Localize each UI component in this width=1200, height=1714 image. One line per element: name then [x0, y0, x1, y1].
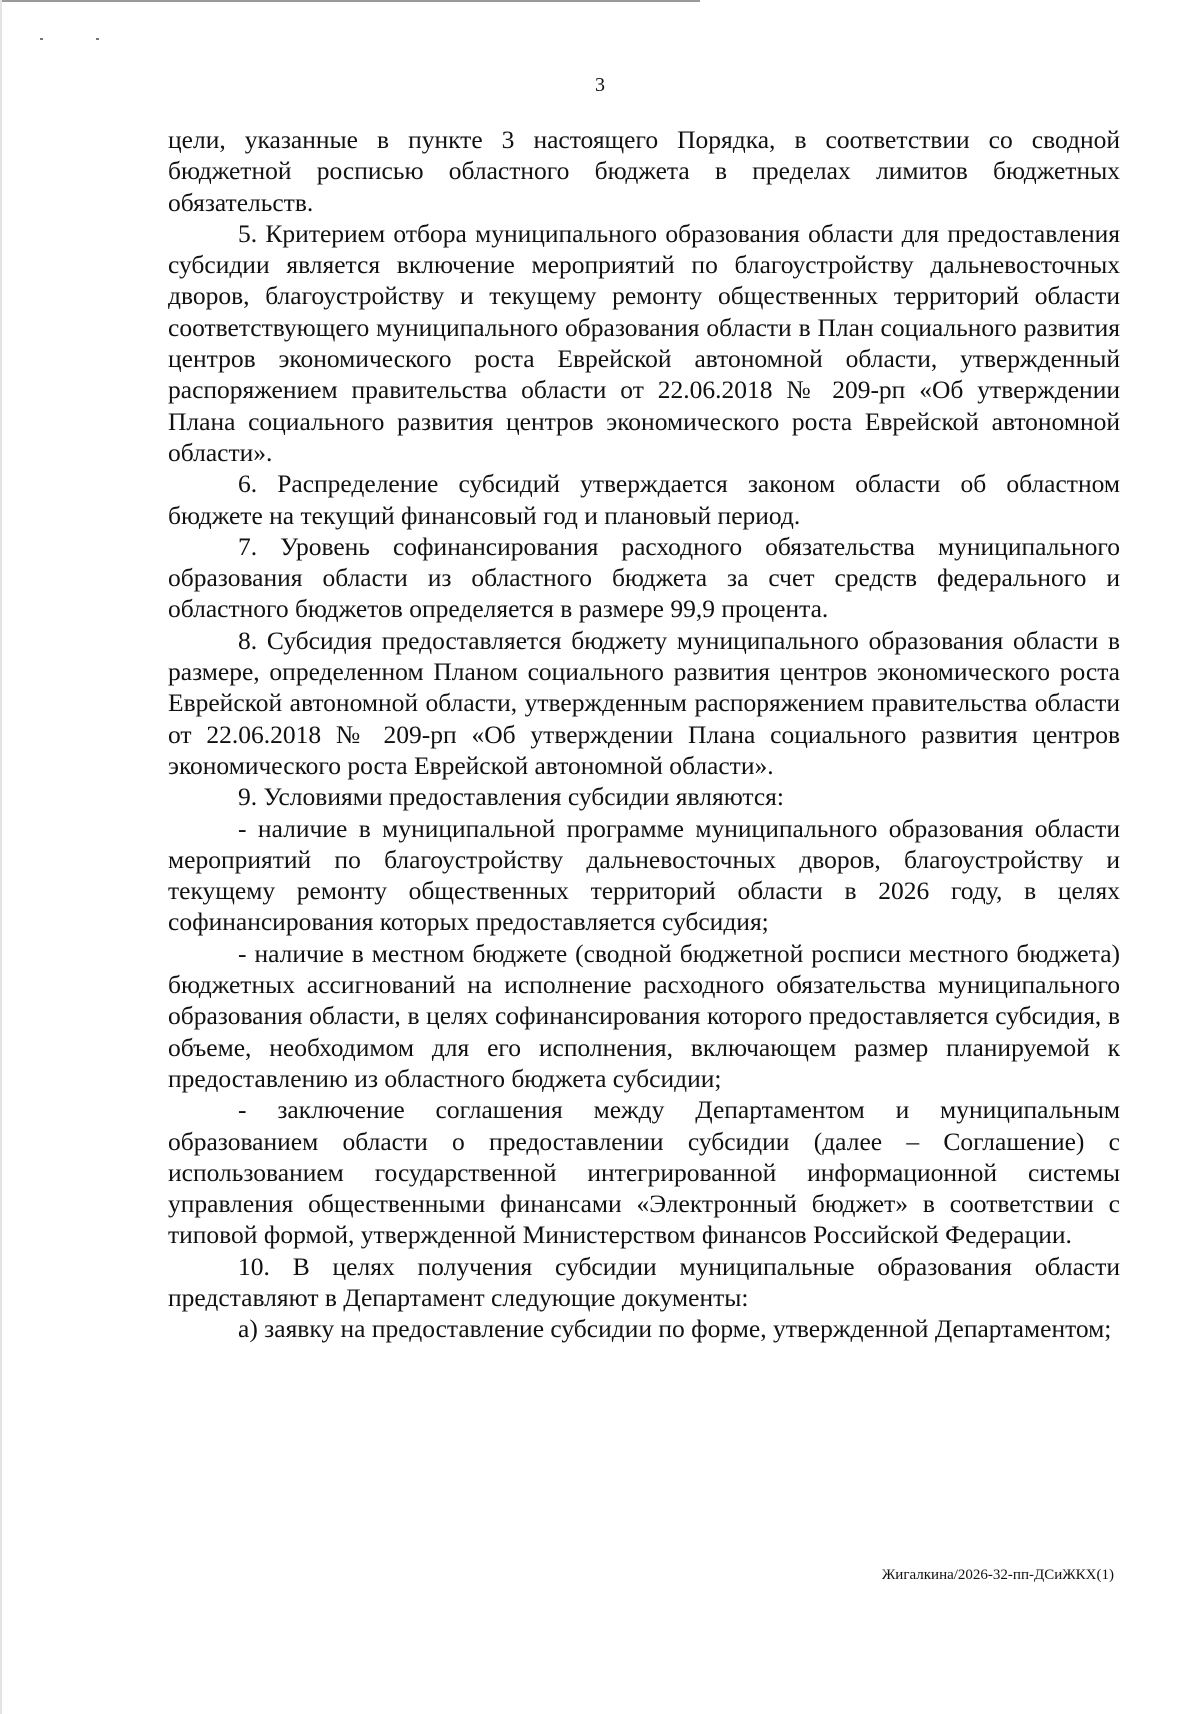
scan-edge	[0, 0, 2, 1714]
document-body	[168, 124, 1120, 1345]
paragraph: 7. Уровень софинансирования расходного обязательства муниципального образования области из областного бюджета за счет средств федерального и областного бюджетов определяется в размере 99,9 процента.	[168, 531, 1120, 624]
paragraph: цели, указанные в пункте 3 настоящего Порядка, в соответствии со сводной бюджетной росписью областного бюджета в пределах лимитов бюджетных обязательств.	[168, 125, 1120, 217]
document-reference: Жигалкина/2026-32-пп-ДСиЖКХ(1)	[881, 1567, 1114, 1583]
list-item: а) заявку на предоставление субсидии по форме, утвержденной Департаментом;	[238, 1314, 1112, 1344]
list-item: - наличие в местном бюджете (сводной бюджетной росписи местного бюджета) бюджетных ассигнований на исполнение расходного обязательства муниципального образования области, в целях софинансирования которого предоставляется субсидия, в объеме, необходимом для его исполнения, включающем размер планируемой к предоставлению из областного бюджета субсидии;	[168, 938, 1120, 1093]
scan-edge	[0, 0, 700, 2]
page-number: 3	[595, 74, 605, 96]
paragraph: 9. Условиями предоставления субсидии являются:	[238, 782, 784, 812]
scan-speck	[40, 38, 43, 40]
paragraph: 6. Распределение субсидий утверждается законом области об областном бюджете на текущий финансовый год и плановый период.	[168, 469, 1120, 530]
paragraph: 8. Субсидия предоставляется бюджету муниципального образования области в размере, определенном Планом социального развития центров экономического роста Еврейской автономной области, утвержденным распоряжением правительства области от 22.06.2018 № 209-рп «Об утверждении Плана социального развития центров экономического роста Еврейской автономной области».	[168, 625, 1120, 780]
scan-speck	[96, 38, 99, 40]
list-item: - наличие в муниципальной программе муниципального образования области мероприятий по благоустройству дальневосточных дворов, благоустройству и текущему ремонту общественных территорий области в 2026 году, в целях софинансирования которых предоставляется субсидия;	[168, 813, 1120, 937]
list-item: - заключение соглашения между Департаментом и муниципальным образованием области о предоставлении субсидии (далее – Соглашение) с использованием государственной интегрированной информационной системы управления общественными финансами «Электронный бюджет» в соответствии с типовой формой, утвержденной Министерством финансов Российской Федерации.	[168, 1095, 1120, 1250]
paragraph: 10. В целях получения субсидии муниципальные образования области представляют в Департамент следующие документы:	[168, 1251, 1120, 1312]
paragraph: 5. Критерием отбора муниципального образования области для предоставления субсидии является включение мероприятий по благоустройству дальневосточных дворов, благоустройству и текущему ремонту общественных территорий области соответствующего муниципального образования области в План социального развития центров экономического роста Еврейской автономной области, утвержденный распоряжением правительства области от 22.06.2018 № 209-рп «Об утверждении Плана социального развития центров экономического роста Еврейской автономной области».	[168, 218, 1120, 467]
